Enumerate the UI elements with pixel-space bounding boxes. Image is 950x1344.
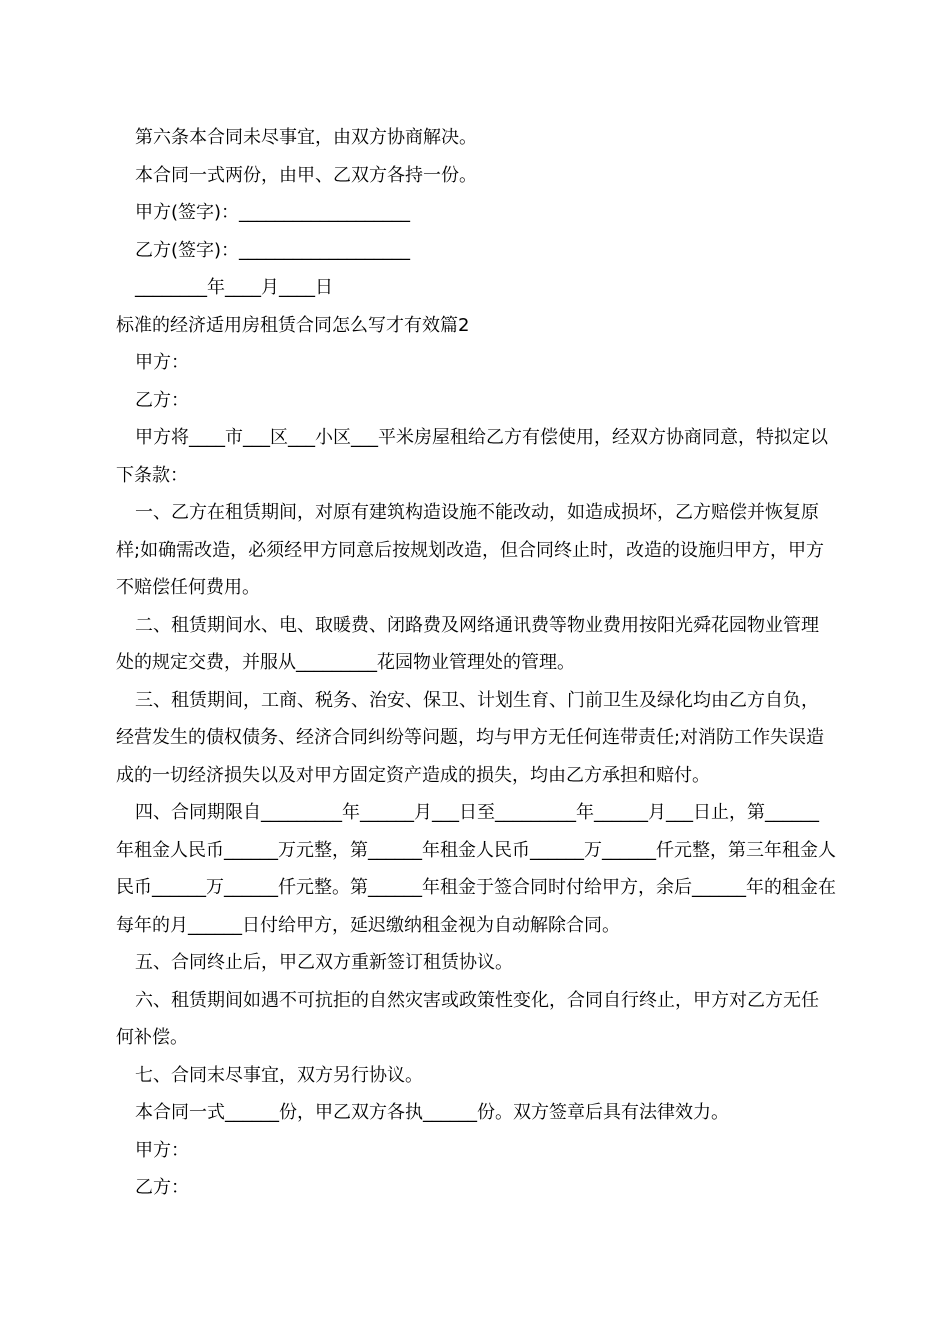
clause-1-paragraph: 一、乙方在租赁期间，对原有建筑构造设施不能改动，如造成损坏，乙方赔偿并恢复原样;如确需改造，必须经甲方同意后按规划改造，但合同终止时，改造的设施归甲方，甲方不赔偿任何费用。 (116, 502, 825, 598)
date-line: ________年____月____日 (135, 277, 333, 298)
copies-text: 本合同一式两份，由甲、乙双方各持一份。 (135, 164, 477, 186)
party-b-label: 乙方： (135, 389, 189, 411)
clause-six-text: 第六条本合同未尽事宜，由双方协商解决。 (135, 127, 477, 148)
clause-7-paragraph: 七、合同末尽事宜，双方另行协议。 (135, 1064, 423, 1086)
clause-4-paragraph: 四、合同期限自_________年______月___日至_________年______月___日止，第______年租金人民币______万元整，第______年租金人民币______万______仟元整，第三年租金人民币______万______仟元整。第______年租金于签合同时付给甲方，余后______年的租金在每年的月______日付给甲方，延迟缴纳租金视为自动解除合同。 (116, 802, 836, 936)
party-b-signature-line: 乙方(签字)：___________________ (135, 239, 411, 261)
party-a-signature-line: 甲方(签字)：___________________ (135, 202, 411, 223)
copies-effect-text: 本合同一式______份，甲乙双方各执______份。双方签章后具有法律效力。 (135, 1102, 729, 1123)
clause-2-paragraph: 二、租赁期间水、电、取暖费、闭路费及网络通讯费等物业费用按阳光舜花园物业管理处的规定交费，并服从_________花园物业管理处的管理。 (116, 614, 819, 673)
section-title: 标准的经济适用房租赁合同怎么写才有效篇2 (116, 314, 470, 336)
clause-5-paragraph: 五、合同终止后，甲乙双方重新签订租赁协议。 (135, 952, 513, 973)
document-page (116, 119, 836, 1207)
closing-party-b-label: 乙方： (135, 1177, 189, 1198)
intro-paragraph: 甲方将____市___区___小区___平米房屋租给乙方有偿使用，经双方协商同意，特拟定以下条款： (116, 427, 828, 486)
clause-6-paragraph: 六、租赁期间如遇不可抗拒的自然灾害或政策性变化，合同自行终止，甲方对乙方无任何补偿。 (116, 989, 819, 1048)
closing-party-a-label: 甲方： (135, 1139, 189, 1161)
clause-3-paragraph: 三、租赁期间，工商、税务、治安、保卫、计划生育、门前卫生及绿化均由乙方自负，经营发生的债权债务、经济合同纠纷等问题，均与甲方无任何连带责任;对消防工作失误造成的一切经济损失以及对甲方固定资产造成的损失，均由乙方承担和赔付。 (116, 689, 825, 786)
party-a-label: 甲方： (135, 352, 189, 373)
